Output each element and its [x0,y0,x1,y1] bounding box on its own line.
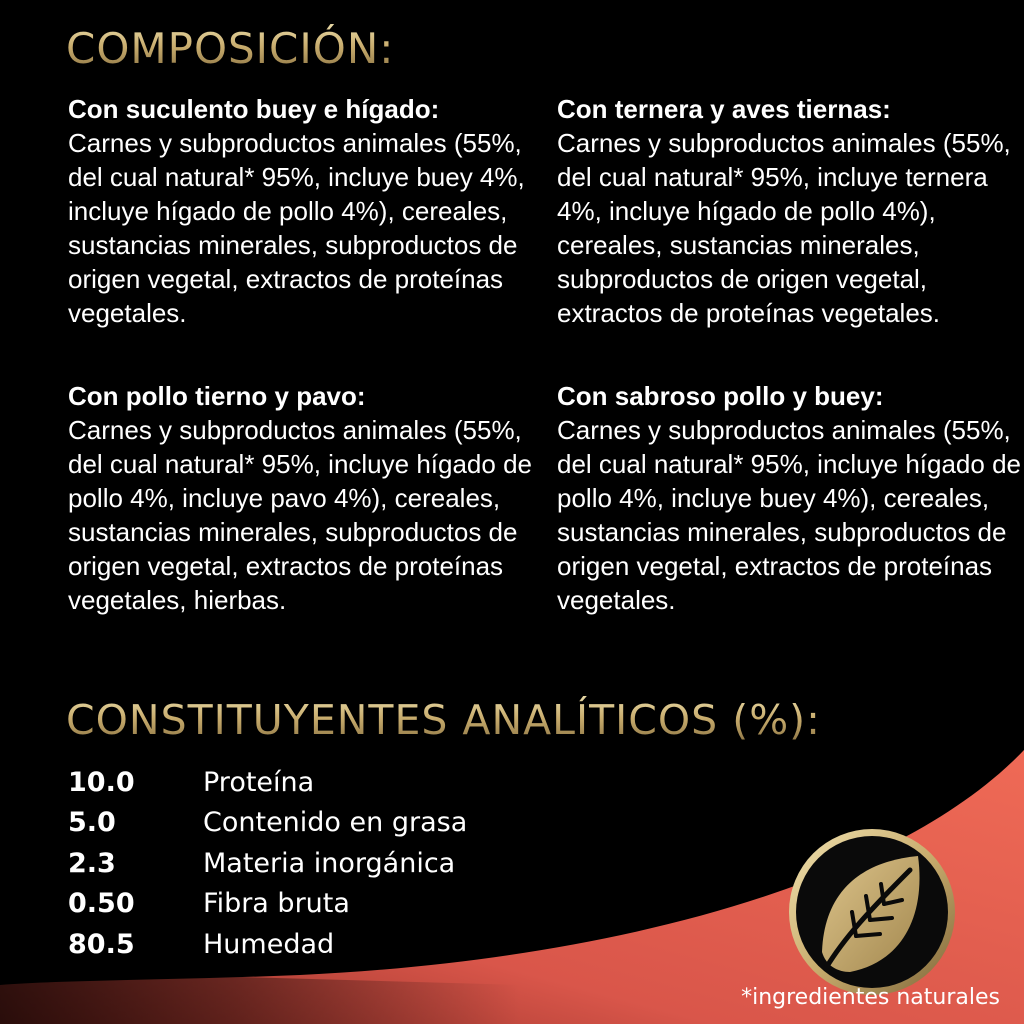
composition-block-text: Carnes y subproductos animales (55%, del cual natural* 95%, incluye ternera 4%, incluye hígado de pollo 4%), cereales, sustancias minerales, subproductos de origen vegetal, extractos de proteínas vegetales. [557,128,1011,328]
footnote: *ingredientes naturales [741,985,1000,1010]
analytics-row [68,803,467,844]
composition-block-text: Carnes y subproductos animales (55%, del cual natural* 95%, incluye hígado de pollo 4%, incluye pavo 4%), cereales, sustancias minerales, subproductos de origen vegetal, extractos de proteínas vegetales, hierbas. [68,415,532,615]
analytics-label: Contenido en grasa [203,807,468,839]
composition-block-title: Con sabroso pollo y buey: [557,381,884,411]
composition-block-ternera-aves [557,92,1024,330]
composition-block-title: Con suculento buey e hígado: [68,94,440,124]
analytics-value: 5.0 [68,807,116,839]
analytics-value: 0.50 [68,888,135,920]
analytics-table [68,762,467,965]
composition-block-text: Carnes y subproductos animales (55%, del cual natural* 95%, incluye hígado de pollo 4%, incluye buey 4%), cereales, sustancias minerales, subproductos de origen vegetal, extractos de proteínas vegetales. [557,415,1021,615]
analytics-label: Fibra bruta [203,888,350,920]
composition-block-title: Con ternera y aves tiernas: [557,94,891,124]
analytics-value: 2.3 [68,847,116,879]
composition-block-pollo-buey [557,379,1024,617]
composition-block-title: Con pollo tierno y pavo: [68,381,366,411]
analytics-heading: CONSTITUYENTES ANALÍTICOS (%): [66,696,821,744]
analytics-value: 10.0 [68,766,135,798]
analytics-row [68,843,467,884]
analytics-row [68,762,467,803]
analytics-label: Humedad [203,928,335,960]
composition-block-pollo-pavo [68,379,538,617]
composition-block-buey-higado [68,92,538,330]
analytics-row [68,924,467,965]
analytics-label: Proteína [203,766,315,798]
analytics-value: 80.5 [68,928,135,960]
leaf-icon [786,826,958,998]
analytics-label: Materia inorgánica [203,847,456,879]
composition-block-text: Carnes y subproductos animales (55%, del cual natural* 95%, incluye buey 4%, incluye hígado de pollo 4%), cereales, sustancias minerales, subproductos de origen vegetal, extractos de proteínas vegetales. [68,128,525,328]
composition-heading: COMPOSICIÓN: [66,24,395,73]
analytics-row [68,884,467,925]
